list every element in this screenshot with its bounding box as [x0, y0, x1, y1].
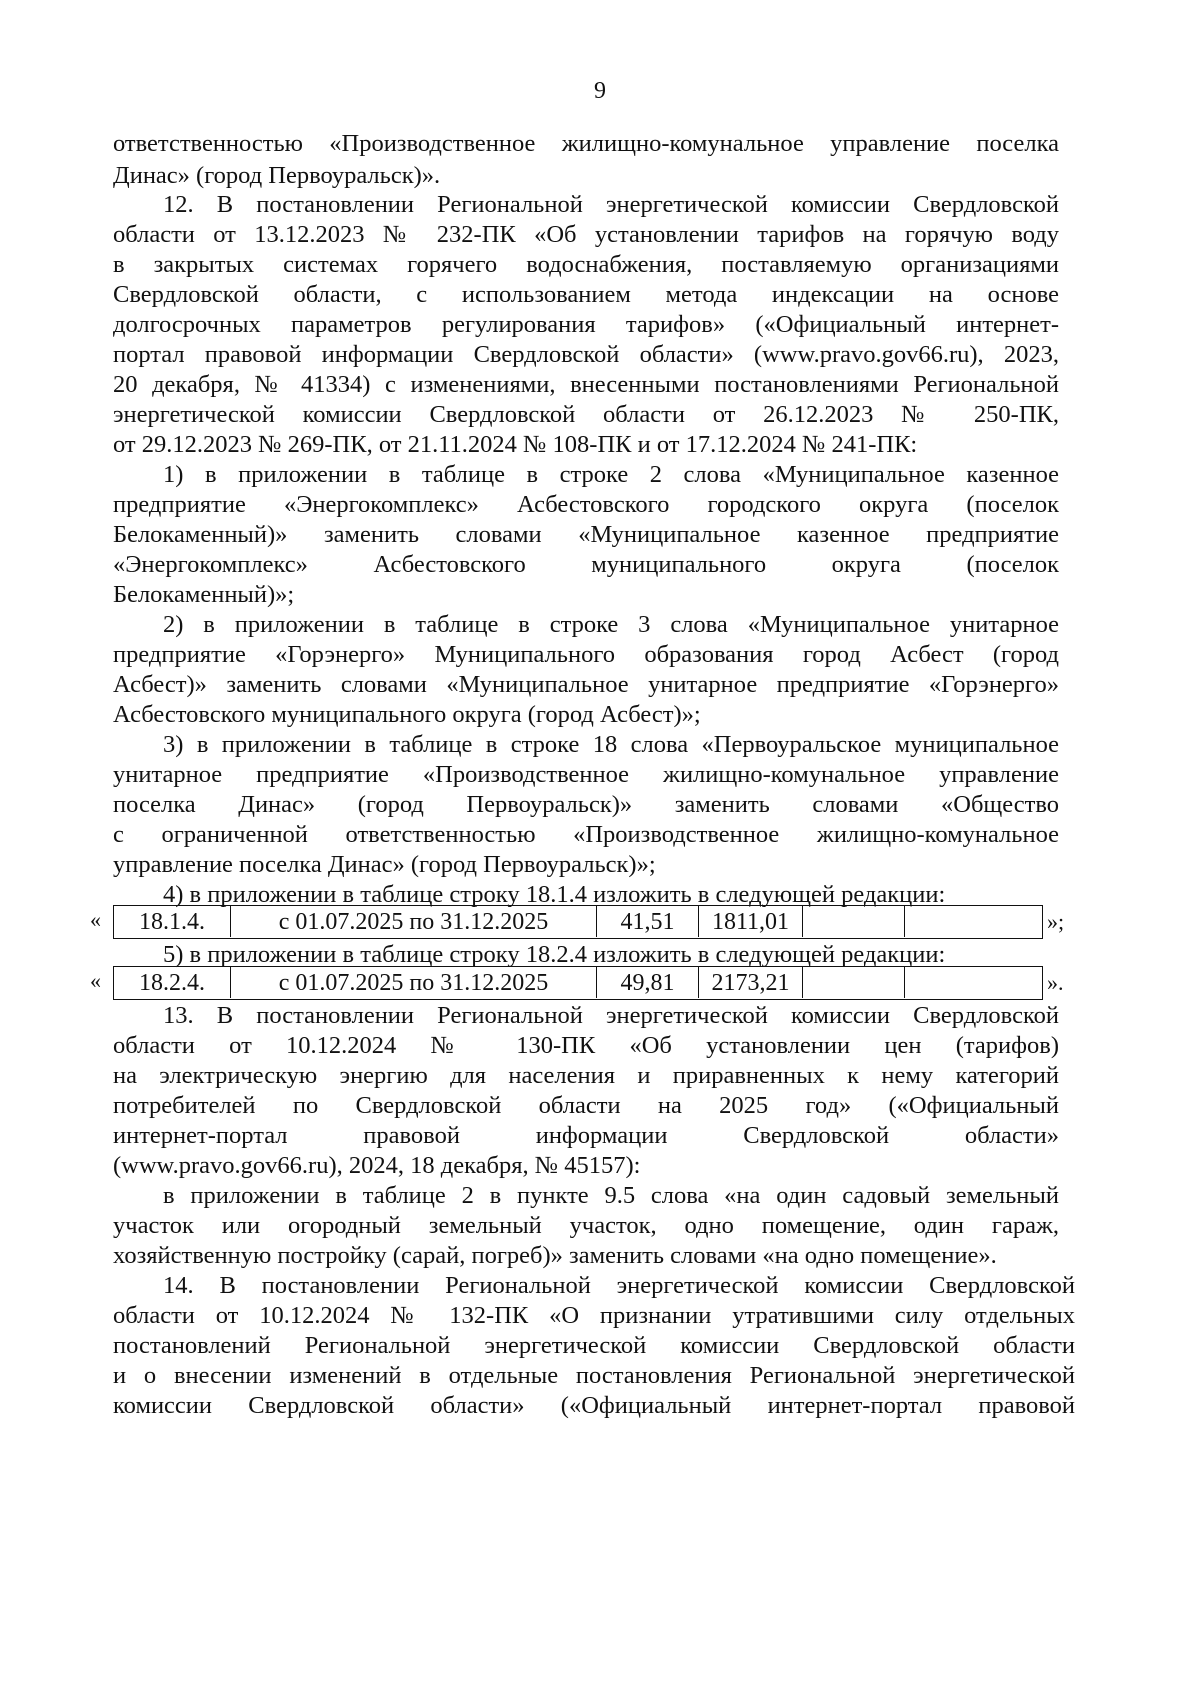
text-line: 1) в приложении в таблице в строке 2 слова «Муниципальное казенное	[163, 461, 1059, 488]
text-line: хозяйственную постройку (сарай, погреб)» заменить словами «на одно помещение».	[113, 1242, 997, 1269]
open-quote: «	[90, 968, 101, 993]
text-line: «Энергокомплекс» Асбестовского муниципального округа (поселок	[113, 551, 1059, 578]
text-line: унитарное предприятие «Производственное жилищно-комунальное управление	[113, 761, 1059, 788]
text-line: области от 13.12.2023 № 232-ПК «Об установлении тарифов на горячую воду	[113, 221, 1059, 248]
text-line: предприятие «Горэнерго» Муниципального образования город Асбест (город	[113, 641, 1059, 668]
text-line: долгосрочных параметров регулирования тарифов» («Официальный интернет-	[113, 311, 1059, 338]
text-line: 2) в приложении в таблице в строке 3 слова «Муниципальное унитарное	[163, 611, 1059, 638]
text-line: области от 10.12.2024 № 130-ПК «Об установлении цен (тарифов)	[113, 1032, 1059, 1059]
table-row	[113, 905, 1043, 939]
table-cell: 49,81	[597, 967, 699, 998]
text-line: от 29.12.2023 № 269-ПК, от 21.11.2024 № 108-ПК и от 17.12.2024 № 241-ПК:	[113, 431, 918, 458]
text-line: ответственностью «Производственное жилищно-комунальное управление поселка	[113, 130, 1059, 157]
table-cell: 41,51	[597, 906, 699, 937]
table-cell: 1811,01	[699, 906, 803, 937]
table-cell	[803, 906, 905, 937]
text-line: Свердловской области, с использованием метода индексации на основе	[113, 281, 1059, 308]
text-line: управление поселка Динас» (город Первоуральск)»;	[113, 851, 656, 878]
text-line: на электрическую энергию для населения и приравненных к нему категорий	[113, 1062, 1059, 1089]
text-line: предприятие «Энергокомплекс» Асбестовского городского округа (поселок	[113, 491, 1059, 518]
text-line: 14. В постановлении Региональной энергетической комиссии Свердловской	[163, 1272, 1075, 1299]
table-row	[113, 966, 1043, 1000]
text-line: в закрытых системах горячего водоснабжения, поставляемую организациями	[113, 251, 1059, 278]
text-line: Динас» (город Первоуральск)».	[113, 162, 441, 189]
text-line: Асбестовского муниципального округа (город Асбест)»;	[113, 701, 701, 728]
text-line: интернет-портал правовой информации Свердловской области»	[113, 1122, 1059, 1149]
text-line: Белокаменный)» заменить словами «Муниципальное казенное предприятие	[113, 521, 1059, 548]
text-line: 12. В постановлении Региональной энергетической комиссии Свердловской	[163, 191, 1059, 218]
text-line: участок или огородный земельный участок, одно помещение, один гараж,	[113, 1212, 1059, 1239]
table-cell: 18.2.4.	[114, 967, 231, 998]
text-line: Асбест)» заменить словами «Муниципальное унитарное предприятие «Горэнерго»	[113, 671, 1059, 698]
table-cell: 2173,21	[699, 967, 803, 998]
open-quote: «	[90, 907, 101, 932]
table-cell	[905, 906, 1041, 937]
table-cell: с 01.07.2025 по 31.12.2025	[231, 967, 597, 998]
text-line: портал правовой информации Свердловской области» (www.pravo.gov66.ru), 2023,	[113, 341, 1059, 368]
text-line: Белокаменный)»;	[113, 581, 295, 608]
close-quote: ».	[1047, 970, 1064, 995]
text-line: с ограниченной ответственностью «Производственное жилищно-комунальное	[113, 821, 1059, 848]
text-line: (www.pravo.gov66.ru), 2024, 18 декабря, № 45157):	[113, 1152, 641, 1179]
table-cell: с 01.07.2025 по 31.12.2025	[231, 906, 597, 937]
text-line: энергетической комиссии Свердловской области от 26.12.2023 № 250-ПК,	[113, 401, 1059, 428]
text-line: 3) в приложении в таблице в строке 18 слова «Первоуральское муниципальное	[163, 731, 1059, 758]
table-cell	[905, 967, 1041, 998]
text-line: в приложении в таблице 2 в пункте 9.5 слова «на один садовый земельный	[163, 1182, 1059, 1209]
text-line: области от 10.12.2024 № 132-ПК «О признании утратившими силу отдельных	[113, 1302, 1075, 1329]
text-line: 5) в приложении в таблице строку 18.2.4 изложить в следующей редакции:	[163, 941, 946, 968]
text-line: 13. В постановлении Региональной энергетической комиссии Свердловской	[163, 1002, 1059, 1029]
text-line: поселка Динас» (город Первоуральск)» заменить словами «Общество	[113, 791, 1059, 818]
close-quote: »;	[1047, 909, 1065, 934]
text-line: комиссии Свердловской области» («Официальный интернет-портал правовой	[113, 1392, 1075, 1419]
text-line: 4) в приложении в таблице строку 18.1.4 изложить в следующей редакции:	[163, 881, 946, 908]
page-number: 9	[594, 78, 606, 104]
text-line: постановлений Региональной энергетической комиссии Свердловской области	[113, 1332, 1075, 1359]
table-cell: 18.1.4.	[114, 906, 231, 937]
text-line: и о внесении изменений в отдельные постановления Региональной энергетической	[113, 1362, 1075, 1389]
text-line: 20 декабря, № 41334) с изменениями, внесенными постановлениями Региональной	[113, 371, 1059, 398]
text-line: потребителей по Свердловской области на 2025 год» («Официальный	[113, 1092, 1059, 1119]
table-cell	[803, 967, 905, 998]
